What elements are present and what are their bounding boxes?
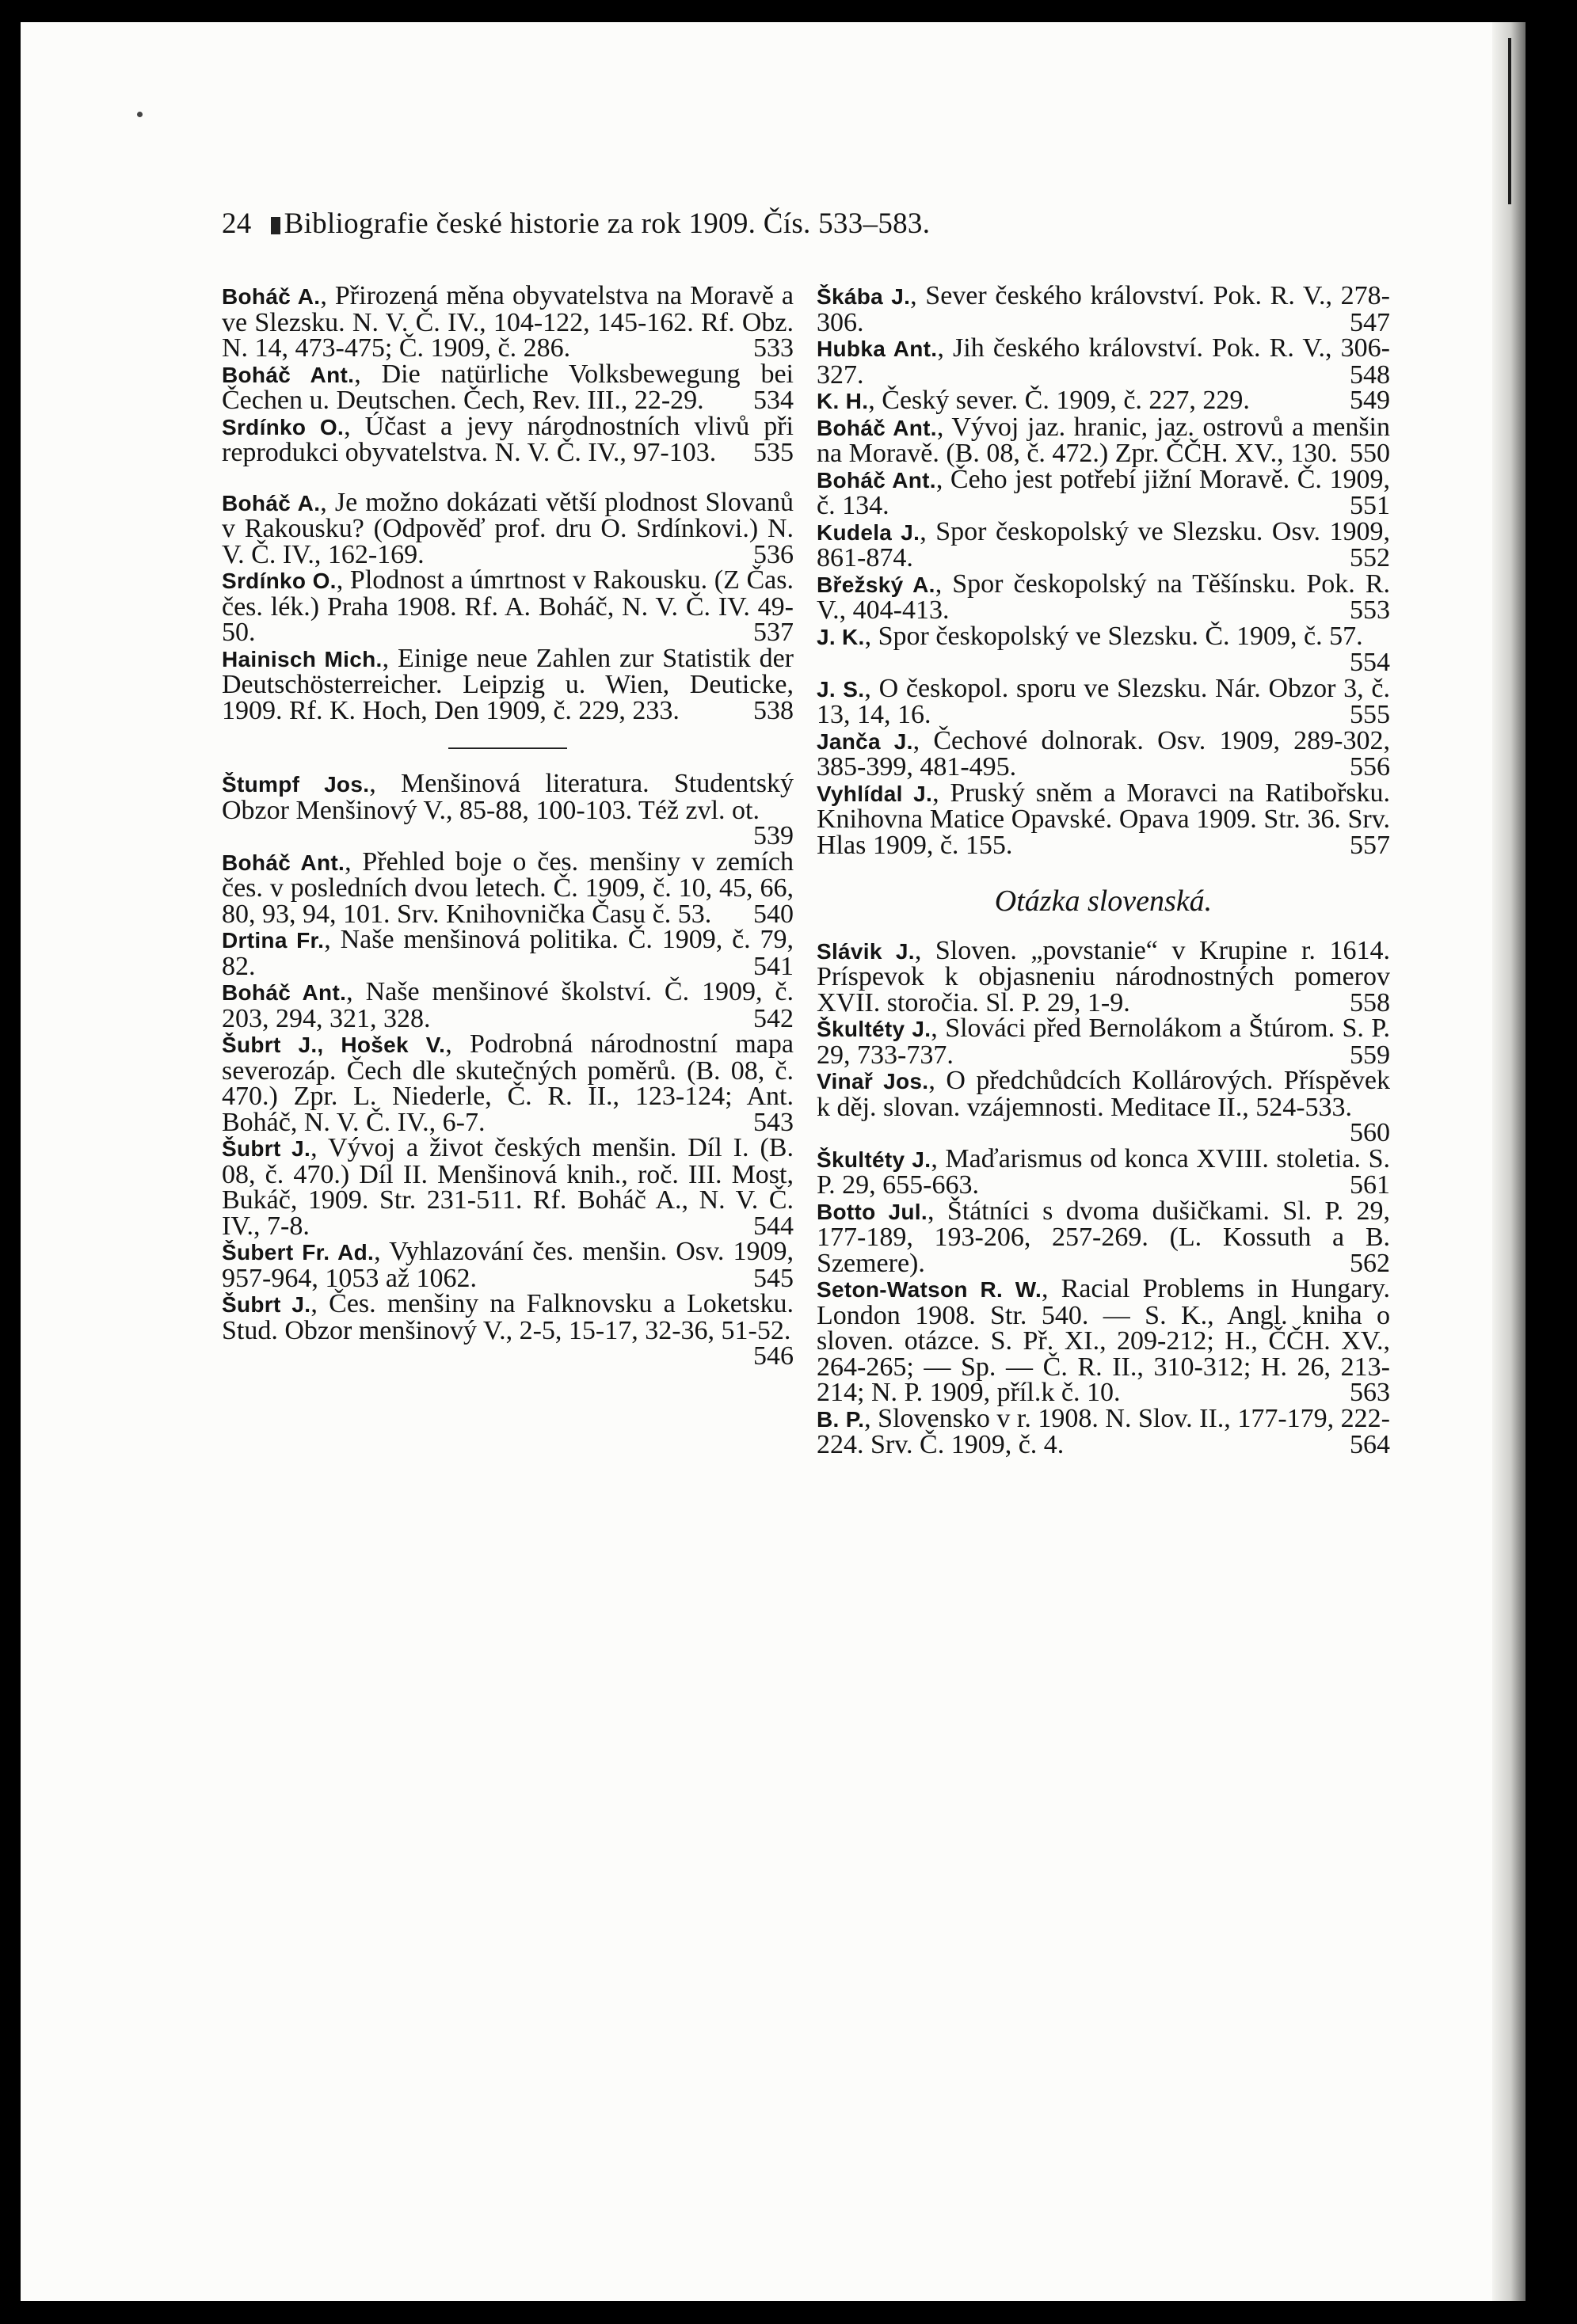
entry-author: Boháč Ant. (222, 362, 355, 387)
page-header (222, 207, 930, 241)
bibliography-entry (817, 1276, 1390, 1406)
bibliography-entry (817, 673, 1390, 729)
bibliography-entry (222, 487, 794, 569)
entry-text: , Die natürliche Volksbewegung bei Čechen u. Deutschen. Čech, Rev. III., 22-29. (222, 359, 794, 415)
entry-number: 546 (753, 1341, 794, 1371)
bibliography-entry (817, 1143, 1390, 1200)
entry-number: 559 (1350, 1040, 1390, 1070)
entry-text: , Maďarismus od konca XVIII. stoletia. S. P. 29, 655-663. (817, 1143, 1390, 1200)
entry-number: 544 (753, 1211, 794, 1241)
entry-text: , Čechové dolnorak. Osv. 1909, 289-302, 385-399, 481-495. (817, 725, 1390, 782)
bibliography-entry (817, 1403, 1390, 1459)
entry-text: , Plodnost a úmrtnost v Rakousku. (Z Čas. čes. lék.) Praha 1908. Rf. A. Boháč, N. V. Č. IV. 49-50. (222, 565, 794, 647)
entry-text: , Vývoj a život českých menšin. Díl I. (B. 08, č. 470.) Díl II. Menšinová knih., roč. III. Most, Bukáč, 1909. Str. 231-511. Rf. Boháč A., N. V. Č. IV., 7-8. (222, 1133, 794, 1241)
entry-author: Boháč Ant. (222, 850, 345, 875)
entry-number: 557 (1350, 830, 1390, 860)
entry-text: , Menšinová literatura. Studentský Obzor Menšinový V., 85-88, 100-103. Též zvl. ot. (222, 769, 794, 825)
entry-text: , Vyhlazování čes. menšin. Osv. 1909, 957-964, 1053 až 1062. (222, 1237, 794, 1293)
entry-text: , Spor českopolský ve Slezsku. Č. 1909, č. 57. (864, 621, 1363, 651)
binding-mark (1508, 38, 1511, 204)
entry-text: , Jih českého království. Pok. R. V., 306-327. (817, 333, 1390, 390)
page-number: 24 (222, 207, 252, 240)
entry-author: Boháč A. (222, 490, 321, 515)
entry-text: , Einige neue Zahlen zur Statistik der Deutschösterreicher. Leipzig u. Wien, Deuticke, 1909. Rf. K. Hoch, Den 1909, č. 229, 233. (222, 643, 794, 725)
entry-author: Vinař Jos. (817, 1069, 929, 1094)
entry-author: Hubka Ant. (817, 337, 938, 361)
bibliography-entry (817, 569, 1391, 625)
entry-author: Škultéty J. (817, 1147, 931, 1172)
entry-number: 562 (1350, 1248, 1390, 1278)
entry-number: 556 (1350, 752, 1390, 782)
entry-text: , Vývoj jaz. hranic, jaz. ostrovů a menšin na Moravě. (B. 08, č. 472.) Zpr. ČČH. XV., 130. (817, 412, 1390, 468)
entry-text: , Spor českopolský na Těšínsku. Pok. R. V., 404-413. (817, 569, 1391, 625)
entry-author: Hainisch Mich. (222, 646, 383, 671)
entry-author: Janča J. (817, 728, 913, 754)
entry-number: 536 (753, 539, 794, 569)
right-column (817, 283, 1390, 1459)
entry-number: 554 (1350, 648, 1390, 677)
bibliography-entry (222, 643, 794, 725)
entry-author: Seton-Watson R. W. (817, 1277, 1042, 1302)
entry-author: Boháč Ant. (222, 980, 347, 1005)
entry-text: , Spor českopolský ve Slezsku. Osv. 1909, 861-874. (817, 516, 1391, 572)
entry-author: Boháč Ant. (817, 415, 937, 440)
entry-text: , O předchůdcích Kollárových. Příspěvek k děj. slovan. vzájemnosti. Meditace II., 524-533. (817, 1066, 1391, 1122)
bibliography-entry (817, 778, 1390, 860)
entry-text: , Štátníci s dvoma dušičkami. Sl. P. 29, 177-189, 193-206, 257-269. (L. Kossuth a B. Szemere). (817, 1196, 1390, 1278)
bibliography-entry (222, 283, 794, 362)
entry-number: 548 (1350, 359, 1390, 390)
bibliography-entry (222, 565, 794, 647)
entry-number: 535 (753, 438, 794, 467)
bibliography-entry (222, 359, 794, 415)
entry-number: 553 (1350, 595, 1390, 625)
bibliography-entry (817, 464, 1390, 520)
entry-author: Drtina Fr. (222, 928, 325, 953)
section-divider (448, 747, 567, 749)
bibliography-entry (222, 927, 794, 979)
bibliography-entry (817, 1068, 1390, 1147)
page (21, 22, 1526, 2301)
bibliography-entry (817, 283, 1390, 336)
bibliography-entry (817, 516, 1391, 572)
entry-author: Škába J. (817, 284, 911, 309)
entry-text: , Slováci před Bernolákom a Štúrom. S. P. 29, 733-737. (817, 1014, 1390, 1070)
entry-author: Šubert Fr. Ad. (222, 1240, 375, 1265)
entry-author: Srdínko O. (222, 414, 345, 439)
entry-author: J. K. (817, 624, 865, 649)
entry-author: Slávik J. (817, 938, 915, 964)
entry-author: Srdínko O. (222, 569, 337, 593)
entry-number: 542 (753, 1003, 794, 1033)
page-title: Bibliografie české historie za rok 1909. Čís. 533–583. (284, 207, 931, 240)
entry-text: , Naše menšinová politika. Č. 1909, č. 79, 82. (222, 925, 794, 981)
entry-text: , Naše menšinové školství. Č. 1909, č. 203, 294, 321, 328. (222, 977, 794, 1033)
section-title: Otázka slovenská. (994, 884, 1213, 918)
bibliography-entry (817, 388, 1390, 415)
entry-author: Šubrt J. (222, 1136, 311, 1161)
bibliography-entry (222, 411, 794, 467)
bibliography-entry (222, 1135, 794, 1239)
entry-number: 560 (1350, 1118, 1390, 1147)
entry-text: , O českopol. sporu ve Slezsku. Nár. Obzor 3, č. 13, 14, 16. (817, 673, 1390, 729)
entry-number: 558 (1350, 987, 1390, 1017)
entry-text: , Podrobná národnostní mapa severozáp. Čech dle skutečných poměrů. (B. 08, č. 470.) Zpr. L. Niederle, Č. R. II., 123-124; Ant. Boháč, N. V. Č. IV., 6-7. (222, 1029, 794, 1137)
entry-number: 541 (753, 951, 794, 981)
entry-number: 564 (1350, 1430, 1390, 1459)
entry-number: 537 (753, 618, 794, 647)
entry-author: Škultéty J. (817, 1017, 931, 1041)
entry-number: 545 (753, 1263, 794, 1293)
bibliography-entry (817, 935, 1390, 1017)
entry-number: 533 (753, 333, 794, 363)
entry-text: , Účast a jevy národnostních vlivů při reprodukci obyvatelstva. N. V. Č. IV., 97-103. (222, 411, 794, 467)
entry-author: Břežský A. (817, 572, 935, 597)
bibliography-entry (222, 1239, 794, 1291)
entry-author: Botto Jul. (817, 1199, 928, 1224)
entry-number: 552 (1350, 543, 1390, 572)
bibliography-entry (222, 771, 794, 850)
entry-text: , Sever českého království. Pok. R. V., 278-306. (817, 281, 1390, 337)
bookmark-icon (271, 217, 280, 234)
entry-author: Kudela J. (817, 519, 920, 545)
page-fold-shadow (1492, 22, 1526, 2301)
entry-author: J. S. (817, 676, 865, 702)
entry-author: Šubrt J. (222, 1292, 311, 1317)
entry-number: 549 (1350, 386, 1390, 415)
bibliography-entry (817, 412, 1390, 468)
entry-text: , Slovensko v r. 1908. N. Slov. II., 177-179, 222-224. Srv. Č. 1909, č. 4. (817, 1403, 1390, 1459)
entry-author: Vyhlídal J. (817, 781, 933, 806)
entry-number: 538 (753, 695, 794, 725)
left-column (222, 283, 794, 1370)
entry-author: Šubrt J., Hošek V. (222, 1033, 446, 1057)
bibliography-entry (222, 979, 794, 1032)
bibliography-entry (817, 1196, 1390, 1278)
ink-dot (137, 112, 143, 117)
entry-text: , Přirozená měna obyvatelstva na Moravě a ve Slezsku. N. V. Č. IV., 104-122, 145-162. Rf. Obz. N. 14, 473-475; Č. 1909, č. 286. (222, 281, 794, 363)
entry-author: Boháč A. (222, 284, 321, 309)
entry-number: 563 (1350, 1378, 1390, 1407)
entry-text: , Přehled boje o čes. menšiny v zemích čes. v posledních dvou letech. Č. 1909, č. 10, 45, 66, 80, 93, 94, 101. Srv. Knihovnička Času č. 53. (222, 846, 794, 929)
entry-text: , Je možno dokázati větší plodnost Slovanů v Rakousku? (Odpověď prof. dru O. Srdínkovi.) N. V. Č. IV., 162-169. (222, 487, 794, 569)
entry-number: 551 (1350, 491, 1390, 520)
entry-number: 543 (753, 1107, 794, 1137)
entry-author: K. H. (817, 389, 869, 413)
entry-number: 561 (1350, 1170, 1390, 1200)
entry-text: , Pruský sněm a Moravci na Ratibořsku. Knihovna Matice Opavské. Opava 1909. Str. 36. Srv. Hlas 1909, č. 155. (817, 778, 1390, 860)
entry-text: , Český sever. Č. 1909, č. 227, 229. (868, 386, 1250, 415)
bibliography-entry (222, 1291, 794, 1370)
entry-number: 547 (1350, 307, 1390, 337)
entry-number: 540 (753, 899, 794, 929)
entry-number: 555 (1350, 700, 1390, 729)
bibliography-entry (222, 846, 794, 929)
entry-number: 550 (1350, 439, 1390, 468)
entry-number: 534 (753, 386, 794, 415)
entry-number: 539 (753, 821, 794, 850)
entry-author: B. P. (817, 1406, 865, 1432)
entry-text: , Racial Problems in Hungary. London 1908. Str. 540. — S. K., Angl. kniha o sloven. otázce. S. Př. XI., 209-212; H., ČČH. XV., 264-265; — Sp. — Č. R. II., 310-312; H. 26, 213-214; N. P. 1909, příl.k č. 10. (817, 1274, 1390, 1407)
entry-author: Štumpf Jos. (222, 772, 370, 797)
entry-text: , Čes. menšiny na Falknovsku a Loketsku. Stud. Obzor menšinový V., 2-5, 15-17, 32-36, 51-52. (222, 1289, 794, 1345)
entry-text: , Sloven. „povstanie“ v Krupine r. 1614. Príspevok k objasneniu národnostných pomerov XVII. storočia. Sl. P. 29, 1-9. (817, 935, 1390, 1017)
entry-author: Boháč Ant. (817, 467, 936, 493)
bibliography-entry (817, 725, 1390, 782)
bibliography-entry (817, 621, 1390, 677)
bibliography-entry (817, 333, 1390, 390)
entry-text: , Čeho jest potřebí jižní Moravě. Č. 1909, č. 134. (817, 464, 1390, 520)
bibliography-entry (817, 1016, 1390, 1068)
bibliography-entry (222, 1029, 794, 1137)
